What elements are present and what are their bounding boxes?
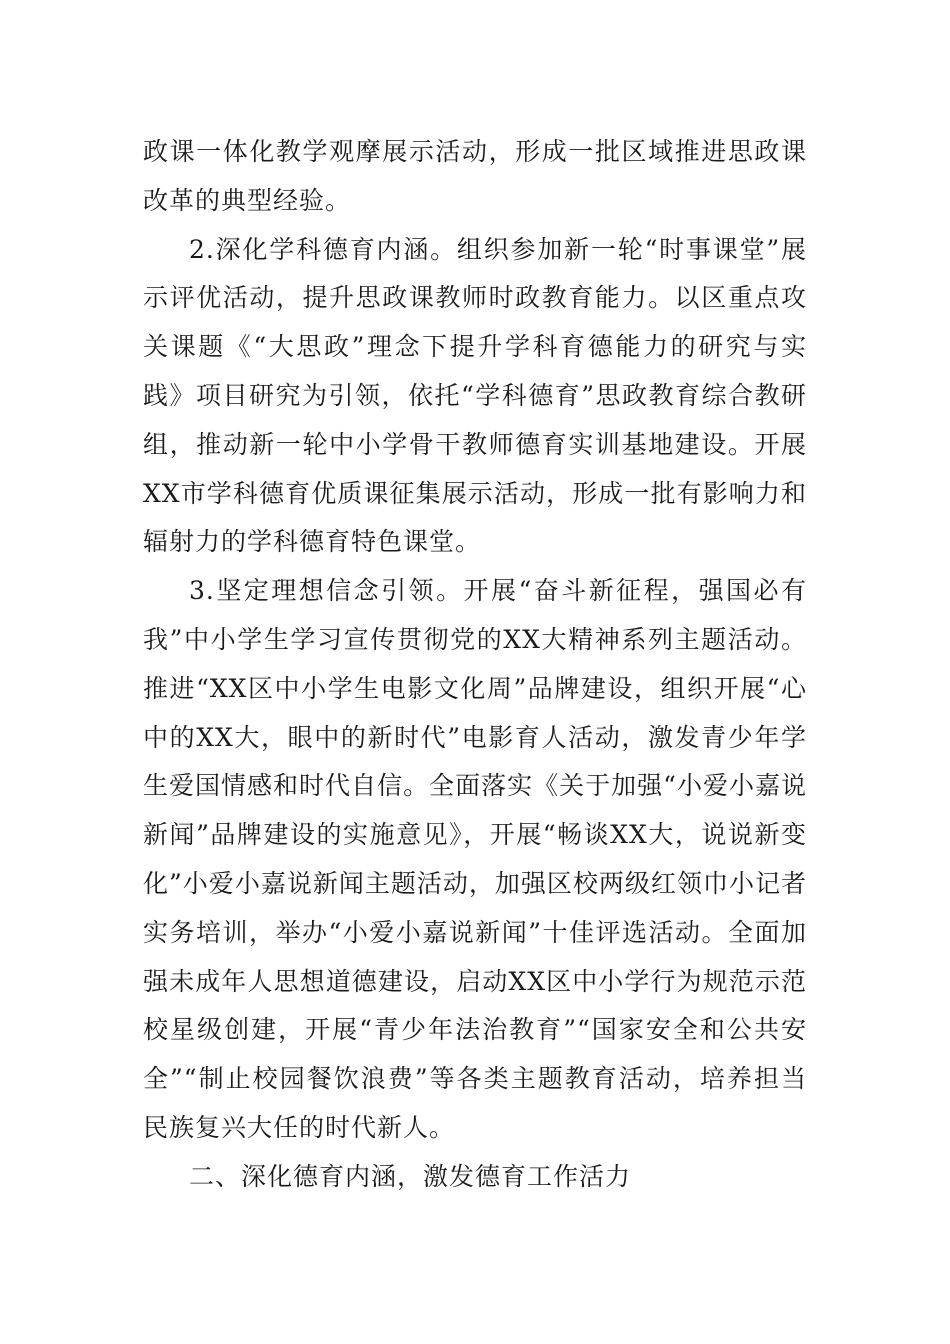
paragraph-item-3: 3.坚定理想信念引领。开展“奋斗新征程，强国必有我”中小学生学习宣传贯彻党的XX大精神系列主题活动。推进“XX区中小学生电影文化周”品牌建设，组织开展“心中的XX大，眼中的新时代”电影育人活动，激发青少年学生爱国情感和时代自信。全面落实《关于加强“小爱小嘉说新闻”品牌建设的实施意见》，开展“畅谈XX大，说说新变化”小爱小嘉说新闻主题活动，加强区校两级红领巾小记者实务培训，举办“小爱小嘉说新闻”十佳评选活动。全面加强未成年人思想道德建设，启动XX区中小学行为规范示范校星级创建，开展“青少年法治教育”“国家安全和公共安全”“制止校园餐饮浪费”等各类主题教育活动，培养担当民族复兴大任的时代新人。 xyxy=(143,576,807,1142)
section-heading: 二、深化德育内涵，激发德育工作活力 xyxy=(189,1161,632,1191)
paragraph-item-2: 2.深化学科德育内涵。组织参加新一轮“时事课堂”展示评优活动，提升思政课教师时政教育能力。以区重点攻关课题《“大思政”理念下提升学科育德能力的研究与实践》项目研究为引领，依托“学科德育”思政教育综合教研组，推动新一轮中小学骨干教师德育实训基地建设。开展XX市学科德育优质课征集展示活动，形成一批有影响力和辐射力的学科德育特色课堂。 xyxy=(143,234,807,557)
paragraph-continuation: 政课一体化教学观摩展示活动，形成一批区域推进思政课改革的典型经验。 xyxy=(143,137,807,215)
document-body xyxy=(143,128,807,1202)
